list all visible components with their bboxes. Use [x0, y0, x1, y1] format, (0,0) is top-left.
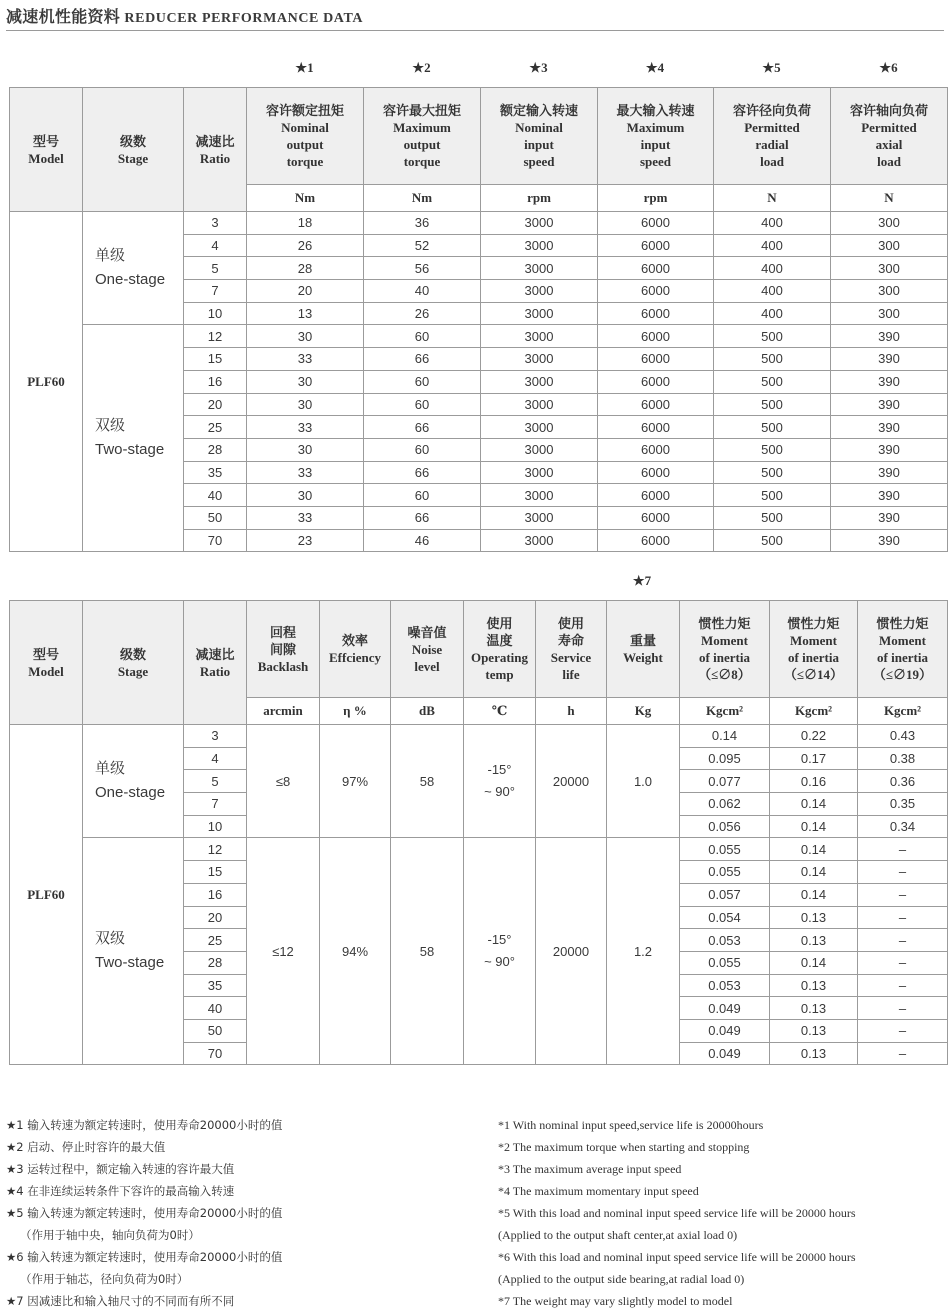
- title-divider: [6, 30, 944, 31]
- inertia-cell: 0.14: [770, 861, 858, 884]
- value-cell: 400: [714, 257, 831, 280]
- weight-cell: 1.0: [607, 725, 680, 838]
- noise-level-cell: 58: [391, 725, 464, 838]
- inertia-cell: 0.055: [680, 951, 770, 974]
- value-cell: 56: [364, 257, 481, 280]
- inertia-cell: –: [858, 906, 948, 929]
- header-permitted-radial-load: 容许径向负荷 Permitted radial load: [714, 88, 831, 185]
- inertia-cell: –: [858, 951, 948, 974]
- value-cell: 390: [831, 370, 948, 393]
- inertia-cell: 0.049: [680, 1042, 770, 1065]
- unit-cell: rpm: [481, 185, 598, 212]
- value-cell: 390: [831, 325, 948, 348]
- value-cell: 300: [831, 234, 948, 257]
- header-ratio: 减速比 Ratio: [184, 88, 247, 212]
- value-cell: 400: [714, 302, 831, 325]
- table-row: [10, 725, 948, 748]
- performance-table-2: [9, 600, 948, 1065]
- footnote-en-2: *2 The maximum torque when starting and stopping: [498, 1140, 750, 1154]
- unit-cell: Kgcm²: [680, 698, 770, 725]
- inertia-cell: 0.095: [680, 747, 770, 770]
- inertia-cell: 0.053: [680, 929, 770, 952]
- inertia-cell: 0.14: [770, 815, 858, 838]
- header-permitted-axial-load: 容许轴向负荷 Permitted axial load: [831, 88, 948, 185]
- inertia-cell: 0.14: [770, 793, 858, 816]
- value-cell: 6000: [598, 484, 714, 507]
- stage-label-cn: 双级: [95, 930, 126, 948]
- unit-cell: N: [831, 185, 948, 212]
- inertia-cell: 0.056: [680, 815, 770, 838]
- inertia-cell: 0.14: [680, 725, 770, 748]
- inertia-cell: 0.22: [770, 725, 858, 748]
- value-cell: 6000: [598, 302, 714, 325]
- header-model: 型号 Model: [10, 88, 83, 212]
- ratio-cell: 15: [184, 348, 247, 371]
- unit-cell: dB: [391, 698, 464, 725]
- header-inertia-8: 惯性力矩 Moment of inertia （≤∅8）: [680, 601, 770, 698]
- value-cell: 66: [364, 416, 481, 439]
- table-row: [10, 325, 948, 348]
- value-cell: 3000: [481, 257, 598, 280]
- backlash-cell: ≤8: [247, 725, 320, 838]
- value-cell: 500: [714, 348, 831, 371]
- value-cell: 390: [831, 529, 948, 552]
- value-cell: 30: [247, 393, 364, 416]
- title-en: REDUCER PERFORMANCE DATA: [124, 11, 364, 26]
- header-backlash: 回程 间隙 Backlash: [247, 601, 320, 698]
- value-cell: 6000: [598, 461, 714, 484]
- value-cell: 30: [247, 438, 364, 461]
- value-cell: 60: [364, 370, 481, 393]
- stage-cell: [83, 838, 184, 1065]
- inertia-cell: 0.054: [680, 906, 770, 929]
- inertia-cell: –: [858, 838, 948, 861]
- value-cell: 60: [364, 484, 481, 507]
- value-cell: 500: [714, 416, 831, 439]
- header-maximum-output-torque: 容许最大扭矩 Maximum output torque: [364, 88, 481, 185]
- title-cn: 减速机性能资料: [6, 9, 121, 26]
- value-cell: 300: [831, 280, 948, 303]
- ratio-cell: 16: [184, 370, 247, 393]
- value-cell: 500: [714, 506, 831, 529]
- value-cell: 3000: [481, 348, 598, 371]
- inertia-cell: 0.13: [770, 1019, 858, 1042]
- unit-cell: η %: [320, 698, 391, 725]
- ratio-cell: 16: [184, 883, 247, 906]
- footnote-cn-2: ★2 启动、停止时容许的最大值: [6, 1140, 166, 1154]
- footnote-en-6-detail: (Applied to the output side bearing,at radial load 0): [498, 1272, 745, 1286]
- value-cell: 6000: [598, 212, 714, 235]
- backlash-cell: ≤12: [247, 838, 320, 1065]
- inertia-cell: –: [858, 1019, 948, 1042]
- value-cell: 30: [247, 370, 364, 393]
- ratio-cell: 7: [184, 793, 247, 816]
- efficiency-cell: 97%: [320, 725, 391, 838]
- value-cell: 500: [714, 529, 831, 552]
- footnote-en-5-detail: (Applied to the output shaft center,at axial load 0): [498, 1228, 738, 1242]
- value-cell: 400: [714, 234, 831, 257]
- star-4: ★4: [645, 60, 665, 75]
- inertia-cell: 0.077: [680, 770, 770, 793]
- value-cell: 390: [831, 484, 948, 507]
- value-cell: 33: [247, 461, 364, 484]
- stage-label-cn: 双级: [95, 417, 126, 435]
- value-cell: 3000: [481, 212, 598, 235]
- value-cell: 500: [714, 461, 831, 484]
- value-cell: 40: [364, 280, 481, 303]
- star-3: ★3: [529, 60, 548, 75]
- weight-cell: 1.2: [607, 838, 680, 1065]
- value-cell: 400: [714, 280, 831, 303]
- footnote-cn-5-detail: （作用于轴中央，轴向负荷为0时）: [20, 1228, 200, 1242]
- star-7: ★7: [632, 573, 652, 588]
- ratio-cell: 7: [184, 280, 247, 303]
- value-cell: 28: [247, 257, 364, 280]
- value-cell: 300: [831, 257, 948, 280]
- service-life-cell: 20000: [536, 838, 607, 1065]
- value-cell: 390: [831, 461, 948, 484]
- value-cell: 3000: [481, 302, 598, 325]
- table-row: [10, 212, 948, 235]
- efficiency-cell: 94%: [320, 838, 391, 1065]
- stage-label-cn: 单级: [95, 247, 126, 265]
- ratio-cell: 20: [184, 393, 247, 416]
- temp-min: -15°: [487, 762, 512, 778]
- value-cell: 500: [714, 370, 831, 393]
- value-cell: 500: [714, 325, 831, 348]
- ratio-cell: 28: [184, 951, 247, 974]
- temp-min: -15°: [487, 932, 512, 948]
- value-cell: 300: [831, 302, 948, 325]
- value-cell: 6000: [598, 325, 714, 348]
- value-cell: 3000: [481, 393, 598, 416]
- inertia-cell: 0.13: [770, 929, 858, 952]
- value-cell: 26: [364, 302, 481, 325]
- ratio-cell: 70: [184, 1042, 247, 1065]
- footnote-en-6: *6 With this load and nominal input speed service life will be 20000 hours: [498, 1250, 856, 1264]
- value-cell: 390: [831, 416, 948, 439]
- footnote-cn-4: ★4 在非连续运转条件下容许的最高输入转速: [6, 1184, 235, 1198]
- inertia-cell: –: [858, 861, 948, 884]
- stage-cell: [83, 325, 184, 552]
- stage-cell: [83, 725, 184, 838]
- stage-label-en: One-stage: [95, 784, 166, 802]
- star-2: ★2: [412, 60, 431, 75]
- star-1: ★1: [295, 60, 314, 75]
- inertia-cell: 0.13: [770, 1042, 858, 1065]
- value-cell: 30: [247, 484, 364, 507]
- value-cell: 33: [247, 348, 364, 371]
- header-weight: 重量 Weight: [607, 601, 680, 698]
- ratio-cell: 25: [184, 416, 247, 439]
- model-cell: PLF60: [10, 212, 83, 552]
- inertia-cell: 0.36: [858, 770, 948, 793]
- value-cell: 6000: [598, 257, 714, 280]
- inertia-cell: 0.38: [858, 747, 948, 770]
- value-cell: 300: [831, 212, 948, 235]
- value-cell: 3000: [481, 280, 598, 303]
- value-cell: 33: [247, 416, 364, 439]
- ratio-cell: 10: [184, 302, 247, 325]
- value-cell: 3000: [481, 529, 598, 552]
- header-efficiency: 效率 Effciency: [320, 601, 391, 698]
- inertia-cell: 0.049: [680, 1019, 770, 1042]
- ratio-cell: 4: [184, 234, 247, 257]
- header-inertia-19: 惯性力矩 Moment of inertia （≤∅19）: [858, 601, 948, 698]
- ratio-cell: 10: [184, 815, 247, 838]
- ratio-cell: 3: [184, 212, 247, 235]
- inertia-cell: 0.13: [770, 997, 858, 1020]
- inertia-cell: 0.14: [770, 951, 858, 974]
- inertia-cell: 0.053: [680, 974, 770, 997]
- value-cell: 20: [247, 280, 364, 303]
- value-cell: 66: [364, 461, 481, 484]
- model-cell: PLF60: [10, 725, 83, 1065]
- inertia-cell: 0.13: [770, 906, 858, 929]
- stage-cell: [83, 212, 184, 325]
- value-cell: 500: [714, 438, 831, 461]
- value-cell: 52: [364, 234, 481, 257]
- inertia-cell: 0.13: [770, 974, 858, 997]
- inertia-cell: 0.35: [858, 793, 948, 816]
- inertia-cell: –: [858, 929, 948, 952]
- footnote-cn-6: ★6 输入转速为额定转速时，使用寿命20000小时的值: [6, 1250, 283, 1264]
- ratio-cell: 20: [184, 906, 247, 929]
- header-operating-temp: 使用 温度 Operating temp: [464, 601, 536, 698]
- header-nominal-input-speed: 额定输入转速 Nominal input speed: [481, 88, 598, 185]
- value-cell: 3000: [481, 325, 598, 348]
- footnote-en-1: *1 With nominal input speed,service life is 20000hours: [498, 1118, 764, 1132]
- ratio-cell: 40: [184, 484, 247, 507]
- inertia-cell: 0.055: [680, 861, 770, 884]
- value-cell: 26: [247, 234, 364, 257]
- stage-label-cn: 单级: [95, 760, 126, 778]
- ratio-cell: 25: [184, 929, 247, 952]
- value-cell: 60: [364, 438, 481, 461]
- inertia-cell: –: [858, 1042, 948, 1065]
- inertia-cell: 0.16: [770, 770, 858, 793]
- unit-cell: Kgcm²: [858, 698, 948, 725]
- ratio-cell: 35: [184, 461, 247, 484]
- header-noise-level: 噪音值 Noise level: [391, 601, 464, 698]
- inertia-cell: 0.43: [858, 725, 948, 748]
- inertia-cell: –: [858, 883, 948, 906]
- footnote-en-4: *4 The maximum momentary input speed: [498, 1184, 699, 1198]
- performance-table-1: [9, 87, 948, 552]
- value-cell: 6000: [598, 370, 714, 393]
- inertia-cell: 0.17: [770, 747, 858, 770]
- value-cell: 6000: [598, 393, 714, 416]
- footnotes-en: [498, 1114, 856, 1312]
- footnote-cn-5: ★5 输入转速为额定转速时，使用寿命20000小时的值: [6, 1206, 283, 1220]
- value-cell: 6000: [598, 416, 714, 439]
- value-cell: 6000: [598, 234, 714, 257]
- footnote-en-3: *3 The maximum average input speed: [498, 1162, 682, 1176]
- inertia-cell: –: [858, 997, 948, 1020]
- inertia-cell: 0.14: [770, 883, 858, 906]
- star-6: ★6: [879, 60, 898, 75]
- inertia-cell: –: [858, 974, 948, 997]
- inertia-cell: 0.34: [858, 815, 948, 838]
- stage-label-en: Two-stage: [95, 441, 165, 459]
- value-cell: 60: [364, 325, 481, 348]
- value-cell: 3000: [481, 461, 598, 484]
- value-cell: 6000: [598, 529, 714, 552]
- stage-label-en: Two-stage: [95, 954, 165, 972]
- value-cell: 6000: [598, 280, 714, 303]
- header-model: 型号 Model: [10, 601, 83, 725]
- temp-max: ~ 90°: [484, 954, 515, 970]
- star-5: ★5: [762, 60, 781, 75]
- value-cell: 390: [831, 506, 948, 529]
- footnote-cn-6-detail: （作用于轴芯，径向负荷为0时）: [20, 1272, 189, 1286]
- service-life-cell: 20000: [536, 725, 607, 838]
- value-cell: 46: [364, 529, 481, 552]
- value-cell: 36: [364, 212, 481, 235]
- footnote-cn-3: ★3 运转过程中，额定输入转速的容许最大值: [6, 1162, 235, 1176]
- header-maximum-input-speed: 最大输入转速 Maximum input speed: [598, 88, 714, 185]
- stage-label-en: One-stage: [95, 271, 166, 289]
- footnote-cn-7: ★7 因减速比和输入轴尺寸的不同而有所不同: [6, 1294, 235, 1308]
- value-cell: 3000: [481, 370, 598, 393]
- unit-cell: Kg: [607, 698, 680, 725]
- header-ratio: 减速比 Ratio: [184, 601, 247, 725]
- value-cell: 3000: [481, 506, 598, 529]
- value-cell: 13: [247, 302, 364, 325]
- unit-cell: N: [714, 185, 831, 212]
- value-cell: 30: [247, 325, 364, 348]
- value-cell: 500: [714, 393, 831, 416]
- value-cell: 18: [247, 212, 364, 235]
- operating-temp-cell: [464, 725, 536, 838]
- unit-cell: Nm: [364, 185, 481, 212]
- value-cell: 6000: [598, 506, 714, 529]
- inertia-cell: 0.14: [770, 838, 858, 861]
- noise-level-cell: 58: [391, 838, 464, 1065]
- unit-cell: h: [536, 698, 607, 725]
- value-cell: 3000: [481, 438, 598, 461]
- inertia-cell: 0.062: [680, 793, 770, 816]
- value-cell: 33: [247, 506, 364, 529]
- unit-cell: rpm: [598, 185, 714, 212]
- ratio-cell: 40: [184, 997, 247, 1020]
- ratio-cell: 12: [184, 325, 247, 348]
- table-row: [10, 838, 948, 861]
- value-cell: 66: [364, 348, 481, 371]
- value-cell: 500: [714, 484, 831, 507]
- footnote-en-7: *7 The weight may vary slightly model to model: [498, 1294, 733, 1308]
- unit-cell: Kgcm²: [770, 698, 858, 725]
- ratio-cell: 15: [184, 861, 247, 884]
- header-stage: 级数 Stage: [83, 601, 184, 725]
- value-cell: 6000: [598, 348, 714, 371]
- header-service-life: 使用 寿命 Service life: [536, 601, 607, 698]
- unit-cell: Nm: [247, 185, 364, 212]
- temp-max: ~ 90°: [484, 784, 515, 800]
- header-inertia-14: 惯性力矩 Moment of inertia （≤∅14）: [770, 601, 858, 698]
- ratio-cell: 5: [184, 770, 247, 793]
- value-cell: 3000: [481, 484, 598, 507]
- ratio-cell: 3: [184, 725, 247, 748]
- value-cell: 390: [831, 348, 948, 371]
- value-cell: 6000: [598, 438, 714, 461]
- footnote-en-5: *5 With this load and nominal input speed service life will be 20000 hours: [498, 1206, 856, 1220]
- ratio-cell: 50: [184, 1019, 247, 1042]
- value-cell: 66: [364, 506, 481, 529]
- unit-cell: ℃: [464, 698, 536, 725]
- value-cell: 3000: [481, 234, 598, 257]
- ratio-cell: 50: [184, 506, 247, 529]
- ratio-cell: 70: [184, 529, 247, 552]
- value-cell: 390: [831, 393, 948, 416]
- footnotes-cn: [6, 1114, 282, 1312]
- value-cell: 390: [831, 438, 948, 461]
- operating-temp-cell: [464, 838, 536, 1065]
- page-title: [6, 4, 363, 27]
- ratio-cell: 35: [184, 974, 247, 997]
- ratio-cell: 5: [184, 257, 247, 280]
- ratio-cell: 12: [184, 838, 247, 861]
- unit-cell: arcmin: [247, 698, 320, 725]
- ratio-cell: 4: [184, 747, 247, 770]
- footnote-cn-1: ★1 输入转速为额定转速时，使用寿命20000小时的值: [6, 1118, 283, 1132]
- value-cell: 400: [714, 212, 831, 235]
- inertia-cell: 0.055: [680, 838, 770, 861]
- value-cell: 23: [247, 529, 364, 552]
- inertia-cell: 0.049: [680, 997, 770, 1020]
- header-nominal-output-torque: 容许额定扭矩 Nominal output torque: [247, 88, 364, 185]
- ratio-cell: 28: [184, 438, 247, 461]
- value-cell: 60: [364, 393, 481, 416]
- inertia-cell: 0.057: [680, 883, 770, 906]
- header-stage: 级数 Stage: [83, 88, 184, 212]
- value-cell: 3000: [481, 416, 598, 439]
